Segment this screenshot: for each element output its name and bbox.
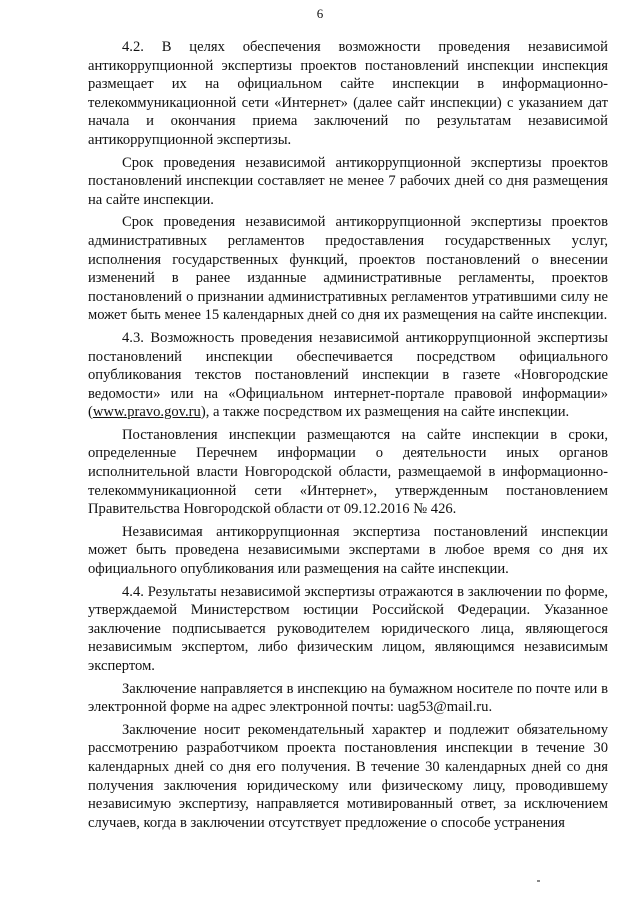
paragraph-conclusion-delivery: Заключение направляется в инспекцию на бумажном носителе по почте или в электронной форме на адрес электронной почты: uag53@mail.ru. (88, 680, 608, 716)
pravo-gov-link[interactable]: www.pravo.gov.ru (92, 404, 201, 421)
paragraph-placement-terms: Постановления инспекции размещаются на сайте инспекции в сроки, определенные Перечнем информации о деятельности иных органов исполнительной власти Новгородской области, размещаемой в информационно-телекоммуникационной сети «Интернет», утвержденным постановлением Правительства Новгородской области от 09.12.2016 № 426. (88, 426, 608, 518)
paragraph-independent-expertise: Независимая антикоррупционная экспертиза постановлений инспекции может быть проведена независимыми экспертами в любое время со дня их официального опубликования или размещения на сайте инспекции. (88, 523, 608, 578)
paragraph-4-3-text-start: 4.3. Возможность проведения независимой антикоррупционной экспертизы постановлений инспекции обеспечивается посредством официального опубликования текстов постановлений инспекции в газете «Новгородские ведомости» или на «Официальном интернет-портале правовой информации» ( (88, 329, 608, 421)
page-number: 6 (316, 6, 324, 21)
paragraph-term-reglamenty: Срок проведения независимой антикоррупционной экспертизы проектов административных регламентов предоставления государственных услуг, исполнения государственных функций, проектов постановлений о внесении изменений в ранее изданные административные регламенты, проектов постановлений о признании административных регламентов утратившими силу не может быть менее 15 календарных дней со дня их размещения на сайте инспекции. (88, 214, 608, 324)
scan-speck (537, 880, 540, 882)
paragraph-4-3-text-end: ), а также посредством их размещения на сайте инспекции. (200, 404, 570, 421)
document-body (88, 38, 608, 836)
paragraph-conclusion-review: Заключение носит рекомендательный характер и подлежит обязательному рассмотрению разработчиком проекта постановления инспекции в течение 30 календарных дней со дня его получения. В течение 30 календарных дней со дня получения заключения юридическому или физическому лицу, проводившему независимую экспертизу, направляется мотивированный ответ, за исключением случаев, когда в заключении отсутствует предложение о способе устранения (88, 721, 608, 831)
paragraph-4-3 (88, 329, 608, 422)
paragraph-4-4: 4.4. Результаты независимой экспертизы отражаются в заключении по форме, утверждаемой Министерством юстиции Российской Федерации. Указанное заключение подписывается руководителем юридического лица, являющегося независимым экспертом, либо физическим лицом, являющимся независимым экспертом. (88, 583, 608, 674)
paragraph-term-postanovleniya: Срок проведения независимой антикоррупционной экспертизы проектов постановлений инспекции составляет не менее 7 рабочих дней со дня размещения на сайте инспекции. (88, 154, 608, 208)
paragraph-4-2: 4.2. В целях обеспечения возможности проведения независимой антикоррупционной экспертизы проектов постановлений инспекции инспекция размещает их на официальном сайте инспекции в информационно-телекоммуникационной сети «Интернет» (далее сайт инспекции) с указанием дат начала и окончания приема заключений по результатам независимой антикоррупционной экспертизы. (88, 39, 608, 148)
